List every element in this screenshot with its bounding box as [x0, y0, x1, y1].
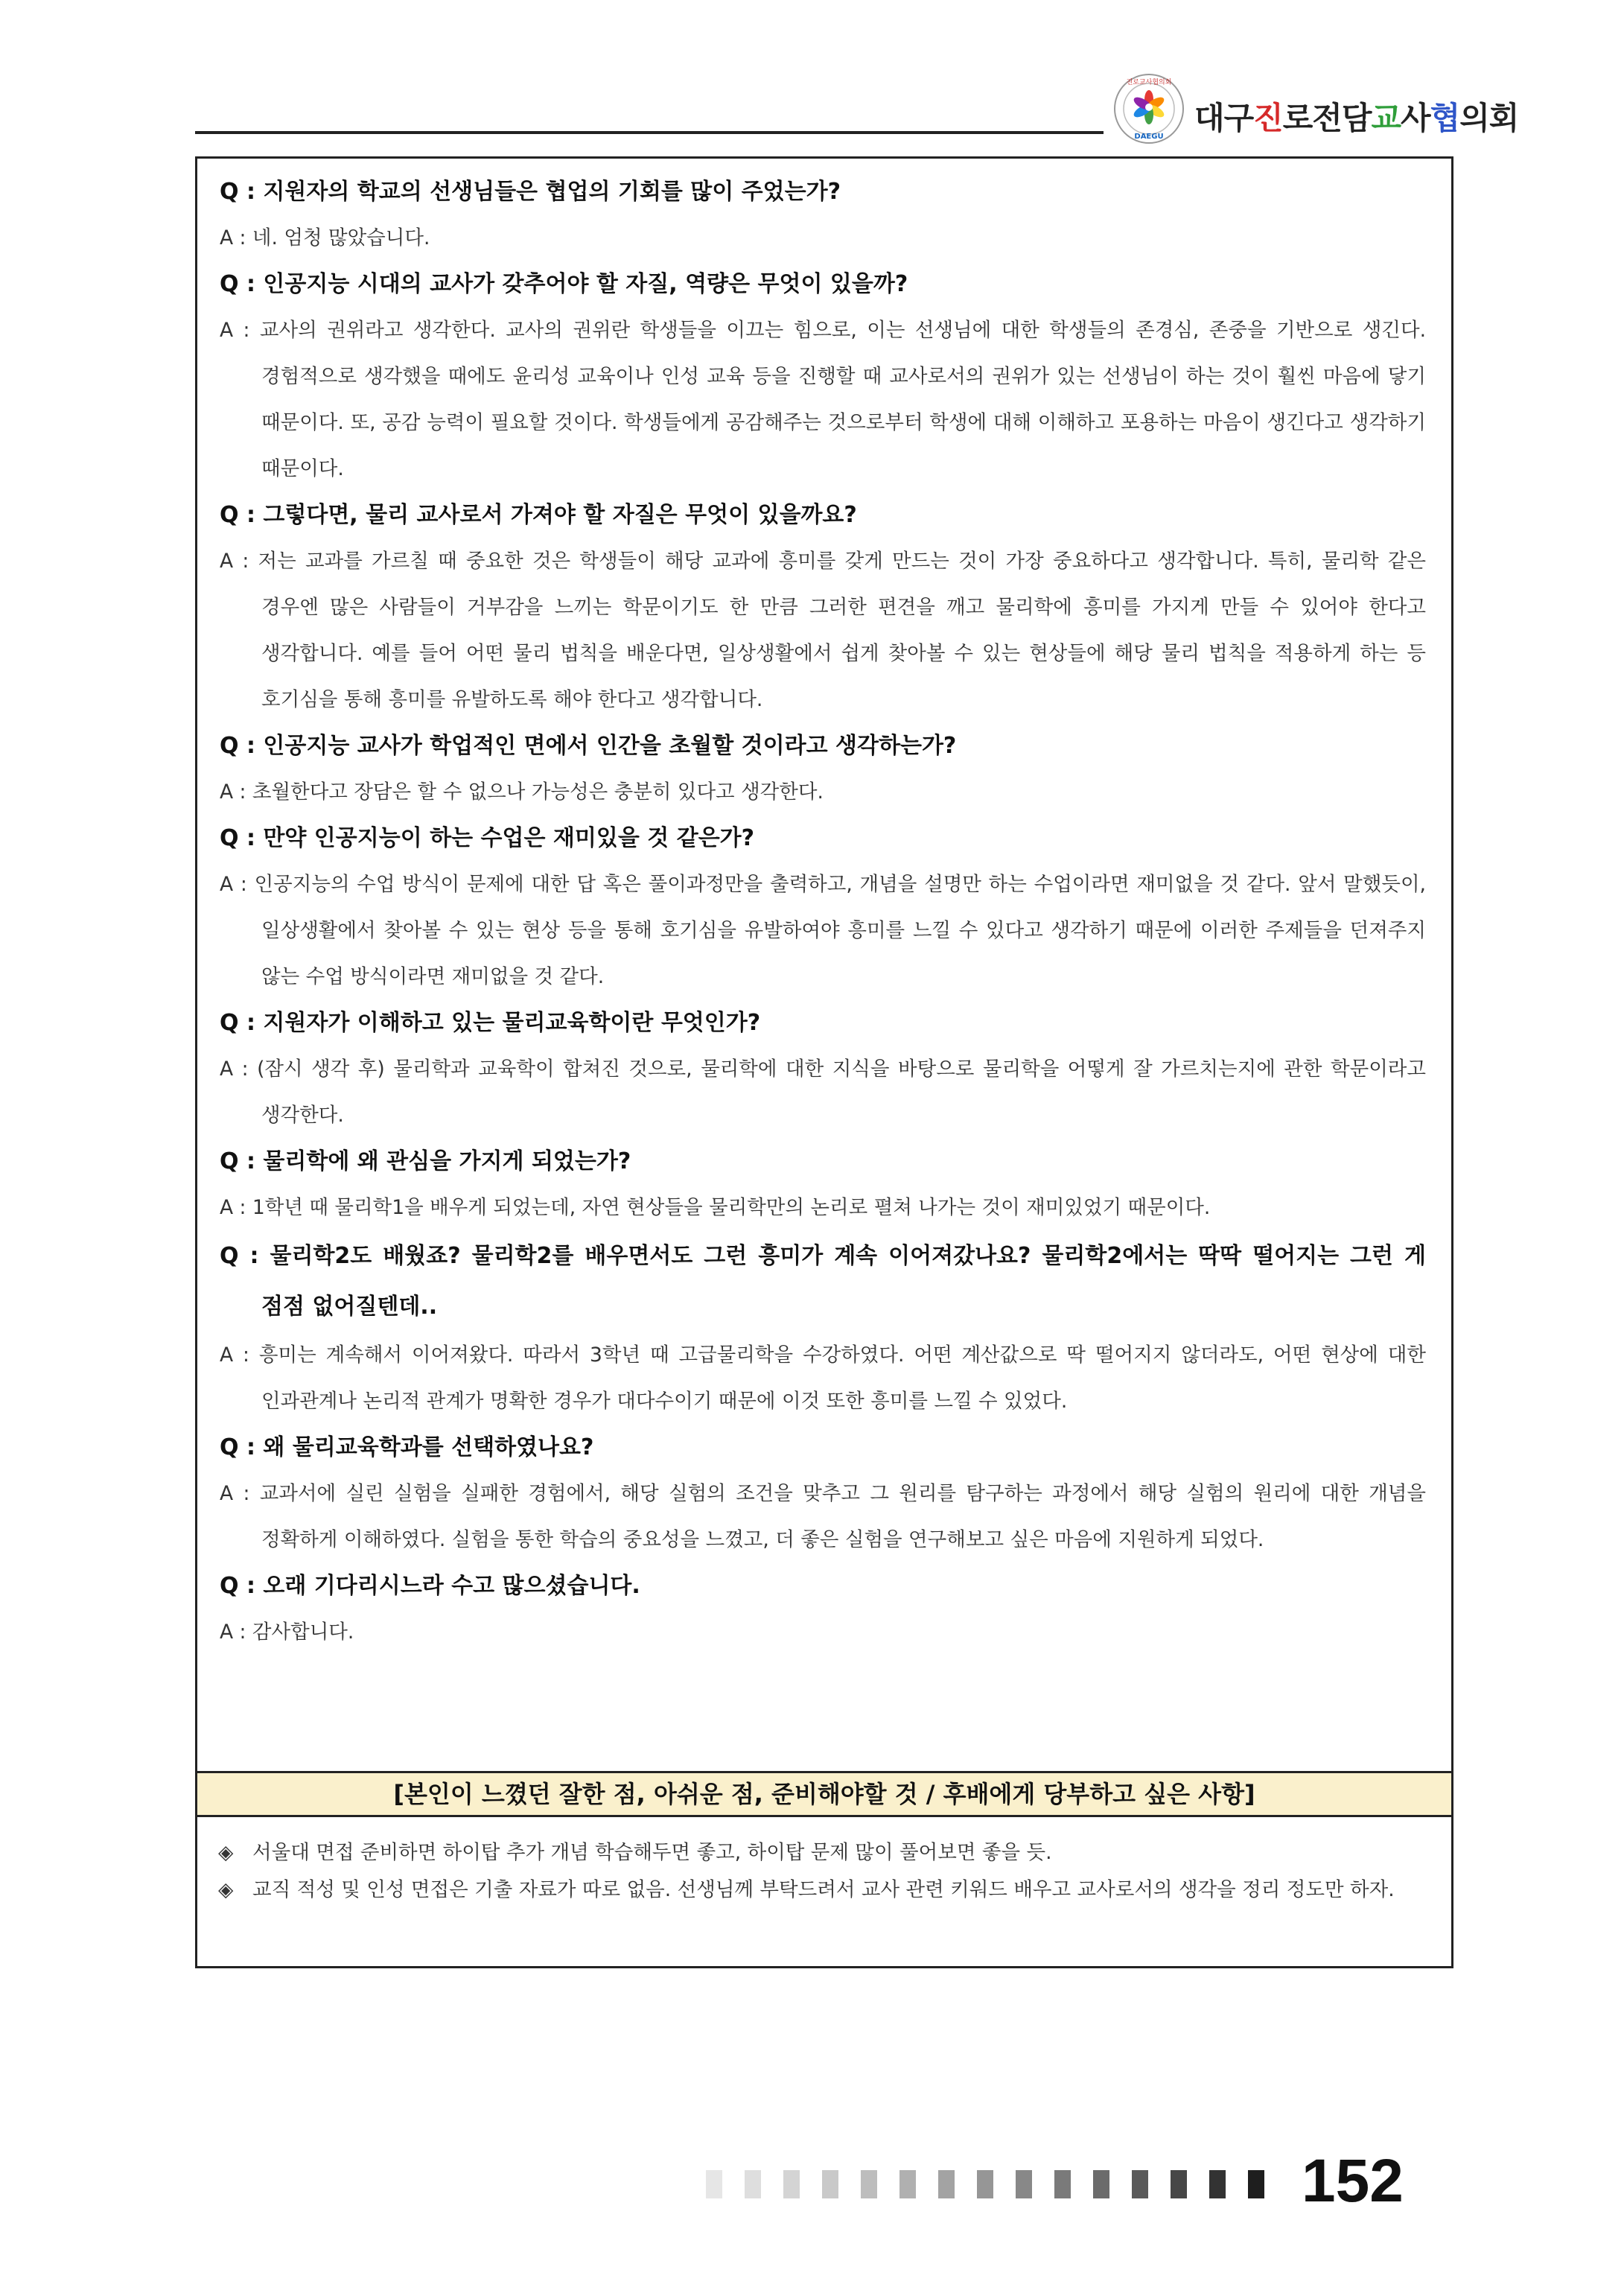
question: Q : 물리학에 왜 관심을 가지게 되었는가? — [220, 1148, 631, 1174]
org-name-part: 로전담 — [1282, 100, 1372, 136]
question: Q : 지원자의 학교의 선생님들은 협업의 기회를 많이 주었는가? — [220, 179, 841, 205]
page-mark — [899, 2170, 916, 2198]
header-rule — [195, 131, 1104, 134]
answer: A : 인공지능의 수업 방식이 문제에 대한 답 혹은 풀이과정만을 출력하고, 개념을 설명만 하는 수업이라면 재미없을 것 같다. 앞서 말했듯이, 일상생활에서 찾아볼 수 있는 현상 등을 통해 호기심을 유발하여야 흥미를 느낄 수 있다고 생각하기 때문에 이러한 주제들을 던져주지 않는 수업 방식이라면 재미없을 것 같다. — [220, 873, 1426, 988]
page-mark — [1016, 2170, 1032, 2198]
org-name-part: 사 — [1401, 100, 1430, 136]
org-name-part: 대구 — [1194, 100, 1254, 136]
answer: A : 초월한다고 장담은 할 수 없으나 가능성은 충분히 있다고 생각한다. — [220, 780, 824, 804]
org-name-part: 진 — [1253, 100, 1283, 136]
page-mark — [745, 2170, 761, 2198]
page-mark — [1093, 2170, 1109, 2198]
page-mark — [977, 2170, 993, 2198]
list-item — [218, 1872, 1424, 1909]
question: Q : 인공지능 시대의 교사가 갖추어야 할 자질, 역량은 무엇이 있을까? — [220, 271, 908, 297]
page-mark — [783, 2170, 800, 2198]
question: Q : 인공지능 교사가 학업적인 면에서 인간을 초월할 것이라고 생각하는가? — [220, 733, 957, 759]
question: Q : 왜 물리교육학과를 선택하였나요? — [220, 1434, 594, 1460]
logo-text: DAEGU — [1134, 133, 1164, 141]
page-mark — [1054, 2170, 1071, 2198]
list-item — [218, 1834, 1424, 1872]
page-number: 152 — [1302, 2147, 1404, 2215]
answer: A : 1학년 때 물리학1을 배우게 되었는데, 자연 현상들을 물리학만의 논리로 펼쳐 나가는 것이 재미있었기 때문이다. — [220, 1196, 1211, 1219]
page-mark — [938, 2170, 955, 2198]
answer: A : (잠시 생각 후) 물리학과 교육학이 합쳐진 것으로, 물리학에 대한 지식을 바탕으로 물리학을 어떻게 잘 가르치는지에 관한 학문이라고 생각한다. — [220, 1058, 1426, 1127]
question: Q : 그렇다면, 물리 교사로서 가져야 할 자질은 무엇이 있을까요? — [220, 502, 857, 528]
answer: A : 교사의 권위라고 생각한다. 교사의 권위란 학생들을 이끄는 힘으로, 이는 선생님에 대한 학생들의 존경심, 존중을 기반으로 생긴다. 경험적으로 생각했을 때에도 윤리성 교육이나 인성 교육 등을 진행할 때 교사로서의 권위가 있는 선생님이 하는 것이 훨씬 마음에 닿기 때문이다. 또, 공감 능력이 필요할 것이다. 학생들에게 공감해주는 것으로부터 학생에 대해 이해하고 포용하는 마음이 생긴다고 생각하기 때문이다. — [220, 319, 1426, 480]
page-mark — [822, 2170, 838, 2198]
org-name-part: 교 — [1371, 100, 1401, 136]
association-logo-icon — [1112, 71, 1186, 146]
section-title: [본인이 느꼈던 잘한 점, 아쉬운 점, 준비해야할 것 / 후배에게 당부하고 싶은 사항] — [197, 1771, 1451, 1817]
content-frame — [195, 156, 1453, 1968]
diamond-bullet-icon: ◈ — [218, 1841, 234, 1864]
qa-list — [220, 169, 1426, 1656]
tips-list — [218, 1834, 1424, 1909]
question: Q : 지원자가 이해하고 있는 물리교육학이란 무엇인가? — [220, 1010, 761, 1036]
org-name — [1194, 94, 1518, 139]
answer: A : 네. 엄청 많았습니다. — [220, 226, 430, 249]
answer: A : 교과서에 실린 실험을 실패한 경험에서, 해당 실험의 조건을 맞추고 그 원리를 탐구하는 과정에서 해당 실험의 원리에 대한 개념을 정확하게 이해하였다. 실험을 통한 학습의 중요성을 느꼈고, 더 좋은 실험을 연구해보고 싶은 마음에 지원하게 되었다. — [220, 1482, 1426, 1551]
answer: A : 흥미는 계속해서 이어져왔다. 따라서 3학년 때 고급물리학을 수강하였다. 어떤 계산값으로 딱 떨어지지 않더라도, 어떤 현상에 대한 인과관계나 논리적 관계가 명확한 경우가 대다수이기 때문에 이것 또한 흥미를 느낄 수 있었다. — [220, 1343, 1426, 1413]
page-mark — [861, 2170, 877, 2198]
page-mark — [1171, 2170, 1187, 2198]
page-mark — [706, 2170, 722, 2198]
logo-ring-text: 진로교사협의회 — [1126, 79, 1172, 86]
tip-text: 서울대 면접 준비하면 하이탑 추가 개념 학습해두면 좋고, 하이탑 문제 많이 풀어보면 좋을 듯. — [252, 1841, 1052, 1864]
page-mark — [1132, 2170, 1148, 2198]
question: Q : 만약 인공지능이 하는 수업은 재미있을 것 같은가? — [220, 825, 755, 851]
org-name-part: 의회 — [1459, 100, 1519, 136]
org-name-part: 협 — [1430, 100, 1460, 136]
page-mark — [1209, 2170, 1226, 2198]
diamond-bullet-icon: ◈ — [218, 1878, 234, 1901]
answer: A : 감사합니다. — [220, 1621, 354, 1644]
page-mark — [1248, 2170, 1264, 2198]
tip-text: 교직 적성 및 인성 면접은 기출 자료가 따로 없음. 선생님께 부탁드려서 교사 관련 키워드 배우고 교사로서의 생각을 정리 정도만 하자. — [252, 1878, 1395, 1901]
answer: A : 저는 교과를 가르칠 때 중요한 것은 학생들이 해당 교과에 흥미를 갖게 만드는 것이 가장 중요하다고 생각합니다. 특히, 물리학 같은 경우엔 많은 사람들이 거부감을 느끼는 학문이기도 한 만큼 그러한 편견을 깨고 물리학에 흥미를 가지게 만들 수 있어야 한다고 생각합니다. 예를 들어 어떤 물리 법칙을 배운다면, 일상생활에서 쉽게 찾아볼 수 있는 현상들에 해당 물리 법칙을 적용하게 하는 등 호기심을 통해 흥미를 유발하도록 해야 한다고 생각합니다. — [220, 550, 1426, 711]
question: Q : 오래 기다리시느라 수고 많으셨습니다. — [220, 1573, 640, 1599]
question: Q : 물리학2도 배웠죠? 물리학2를 배우면서도 그런 흥미가 계속 이어져갔나요? 물리학2에서는 딱딱 떨어지는 그런 게 점점 없어질텐데.. — [220, 1243, 1426, 1320]
